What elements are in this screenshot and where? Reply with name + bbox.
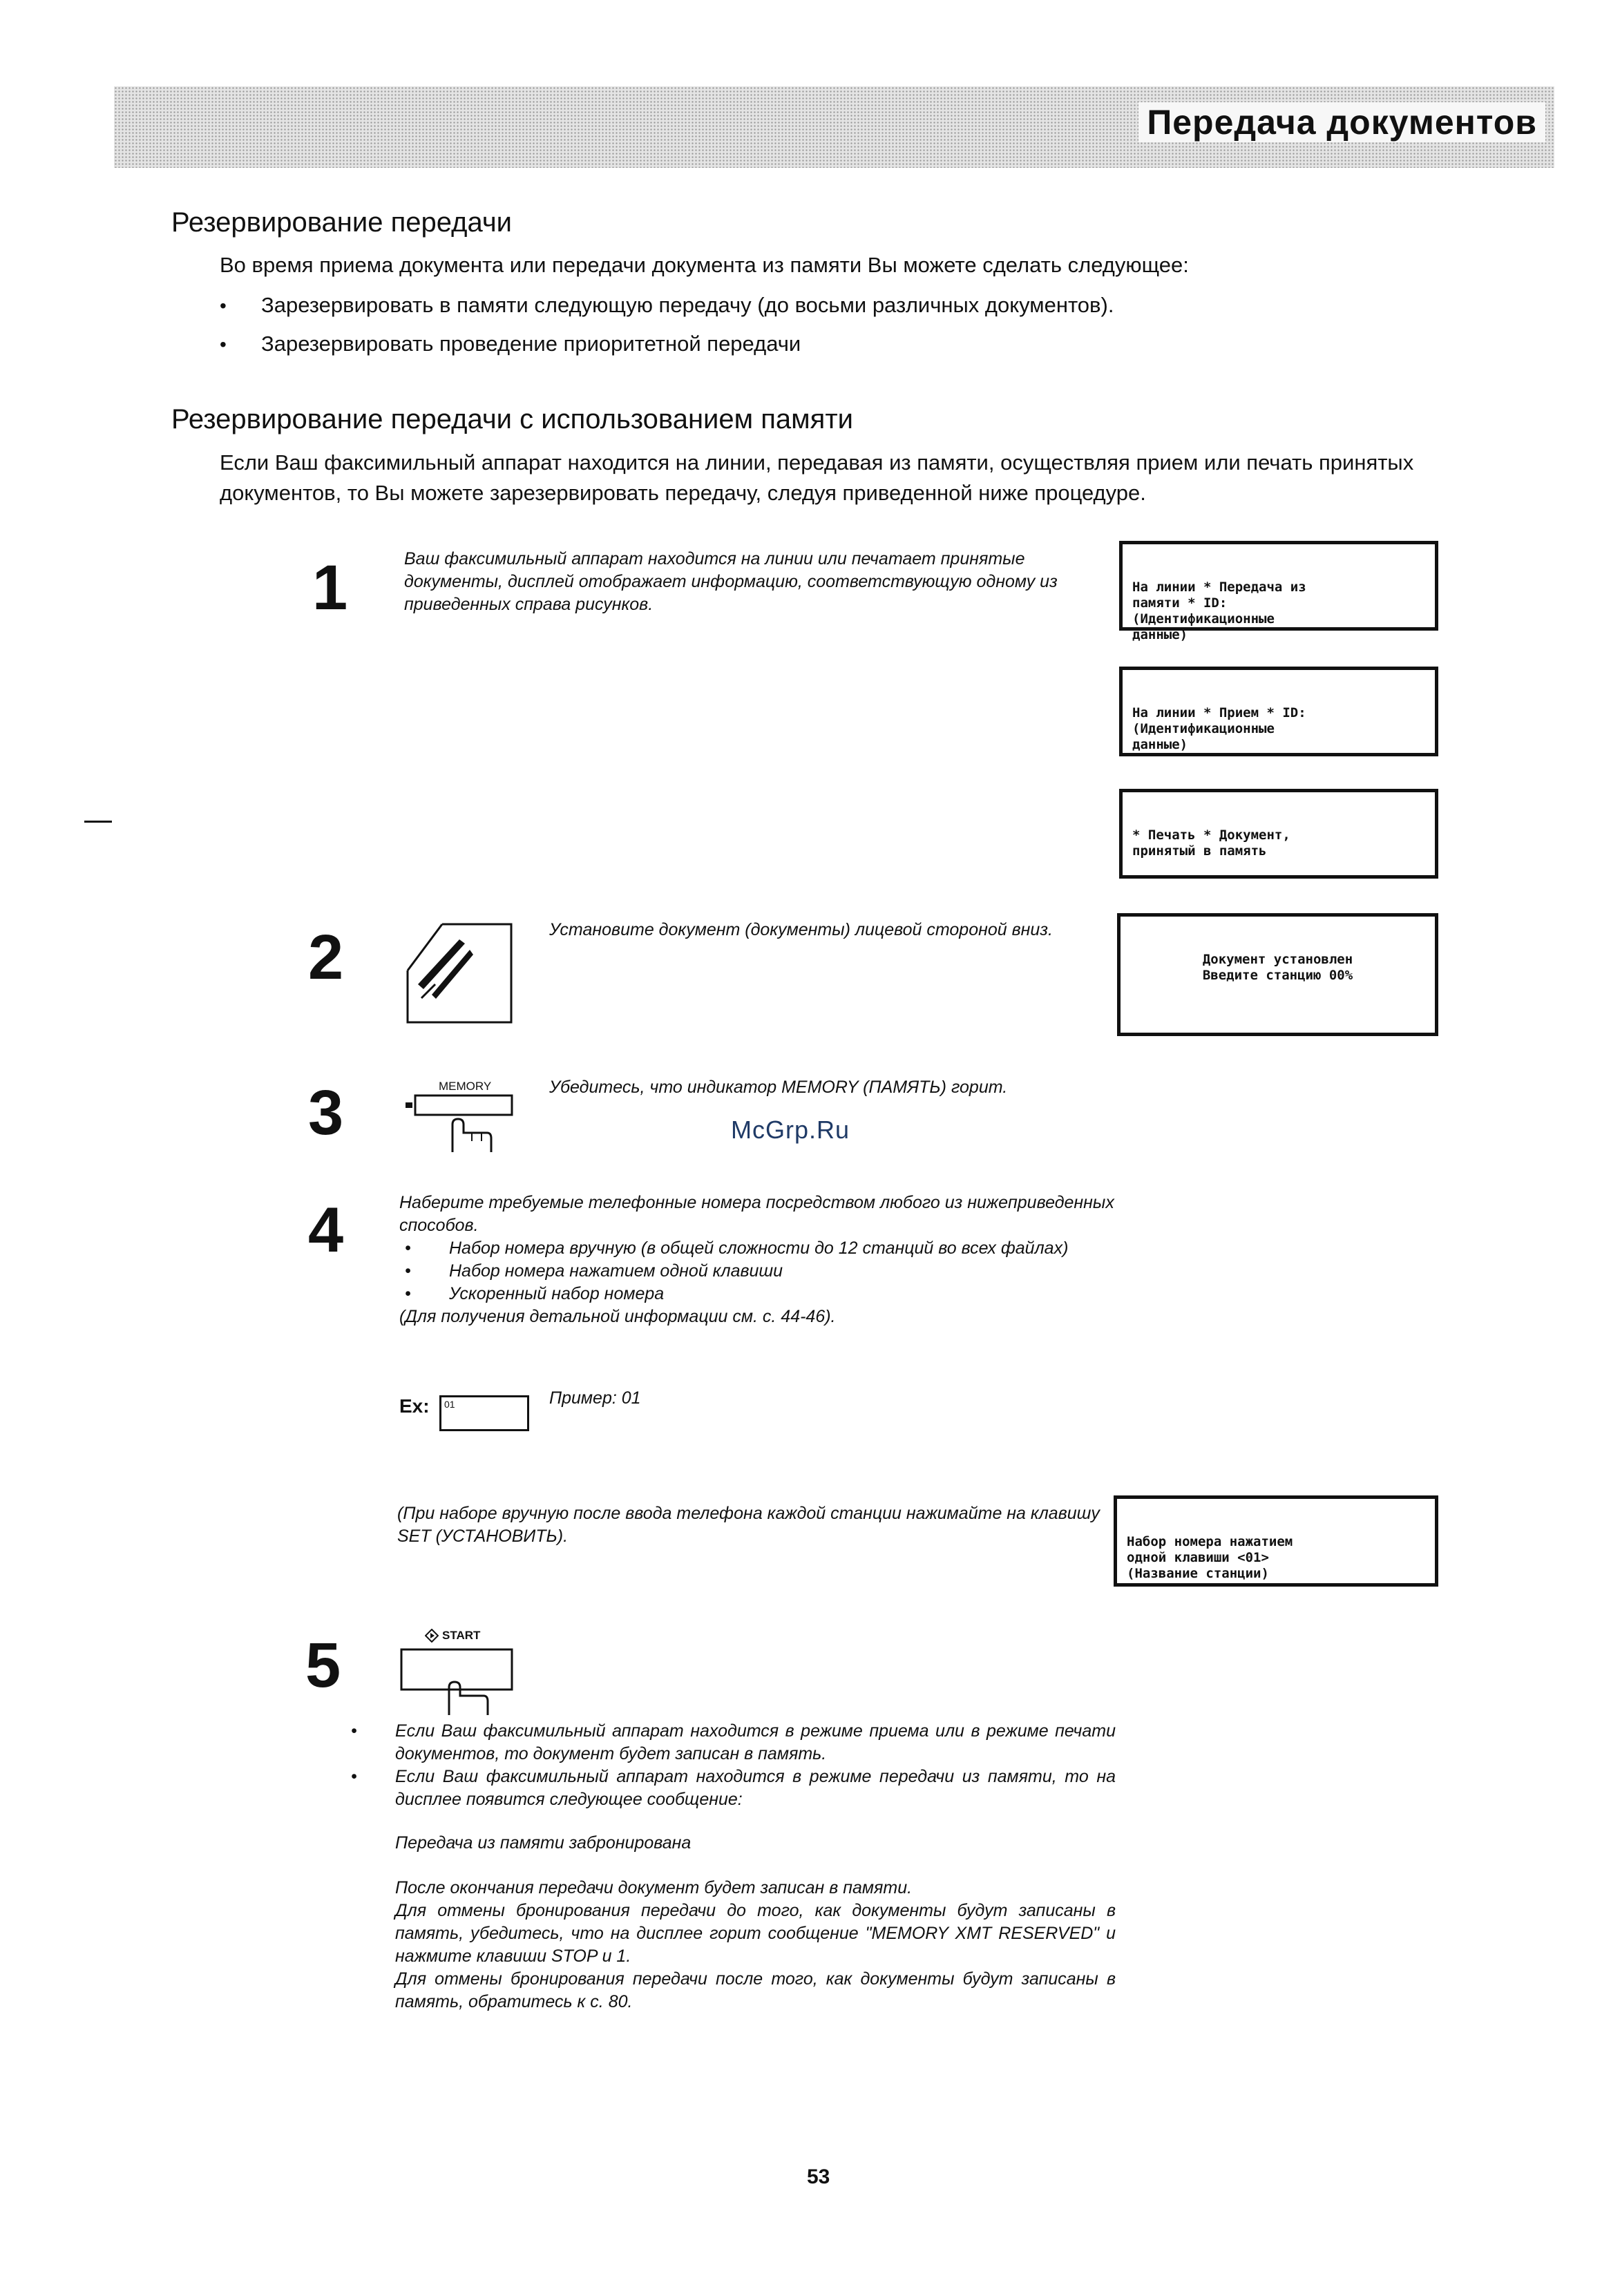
step5-message: Передача из памяти забронирована xyxy=(395,1833,692,1853)
start-diamond-icon xyxy=(425,1629,439,1643)
step-number: 4 xyxy=(308,1195,344,1265)
step5-after-line: Для отмены бронирования передачи после того, как документы будут записаны в память, обратитесь к с. 80. xyxy=(395,1969,1116,2011)
step5-after-line: Для отмены бронирования передачи до того, как документы будут записаны в память, убедитесь, что на дисплее горит сообщение "MEMORY XMT RESERVED" и нажмите клавиши STOP и 1. xyxy=(395,1901,1116,1966)
step3-text: Убедитесь, что индикатор MEMORY (ПАМЯТЬ) горит. xyxy=(549,1078,1008,1097)
section1-intro: Во время приема документа или передачи документа из памяти Вы можете сделать следующее: xyxy=(220,253,1189,277)
step-number: 2 xyxy=(308,922,344,993)
step-number: 3 xyxy=(308,1078,344,1148)
memory-key-label: MEMORY xyxy=(439,1080,492,1093)
step5-bullet: • Если Ваш факсимильный аппарат находится в режиме приема или в режиме печати документов, то документ будет записан в память. xyxy=(345,1720,1116,1766)
step4-manual-note: (При наборе вручную после ввода телефона каждой станции нажимайте на клавишу SET (УСТАНОВИТЬ). xyxy=(397,1504,1100,1546)
page-title: Передача документов xyxy=(1138,102,1545,142)
section2-intro: Если Ваш факсимильный аппарат находится на линии, передавая из памяти, осуществляя прием или печать принятых документов, то Вы можете зарезервировать передачу, следуя приведенной ниже процедуре. xyxy=(220,450,1414,505)
start-key-icon xyxy=(399,1647,517,1716)
step2-text: Установите документ (документы) лицевой стороной вниз. xyxy=(549,920,1053,939)
step4-bullet: • Набор номера нажатием одной клавиши xyxy=(399,1260,1118,1283)
step4-bullet: • Ускоренный набор номера xyxy=(399,1283,1118,1305)
section1-bullet: • Зарезервировать проведение приоритетной передачи xyxy=(220,332,801,356)
lcd-display: На линии * Передача из памяти * ID: (Идентификационные данные) xyxy=(1119,541,1438,631)
section-heading-memory-reservation: Резервирование передачи с использованием памяти xyxy=(171,404,853,434)
step-number: 5 xyxy=(305,1630,341,1701)
step4-block xyxy=(399,1192,1118,1328)
section-heading-reservation: Резервирование передачи xyxy=(171,207,513,238)
watermark: McGrp.Ru xyxy=(731,1116,850,1144)
section1-bullet: • Зарезервировать в памяти следующую передачу (до восьми различных документов). xyxy=(220,293,1114,317)
step4-note: (Для получения детальной информации см. с. 44-46). xyxy=(399,1307,836,1326)
example-text: Пример: 01 xyxy=(549,1388,641,1408)
example-label: Ex: xyxy=(399,1395,430,1417)
step-number: 1 xyxy=(312,553,348,623)
step5-after-block xyxy=(395,1877,1116,2013)
step5-after-line: После окончания передачи документ будет записан в памяти. xyxy=(395,1878,913,1897)
lcd-display: Набор номера нажатием одной клавиши <01> (Название станции) xyxy=(1114,1495,1438,1587)
step5-bullet: • Если Ваш факсимильный аппарат находится в режиме передачи из памяти, то на дисплее появится следующее сообщение: xyxy=(345,1766,1116,1811)
lcd-display: * Печать * Документ, принятый в память xyxy=(1119,789,1438,879)
memory-key-icon xyxy=(404,1090,515,1156)
step5-bullets xyxy=(345,1720,1116,1811)
page-number: 53 xyxy=(807,2165,830,2188)
lcd-display: На линии * Прием * ID: (Идентификационные данные) xyxy=(1119,667,1438,756)
step1-text: Ваш факсимильный аппарат находится на линии или печатает принятые документы, дисплей отображает информацию, соответствующую одному из приведенных справа рисунков. xyxy=(404,549,1058,614)
document-face-down-icon xyxy=(404,919,515,1029)
example-display-box: 01 xyxy=(439,1395,529,1431)
lcd-display: Документ установлен Введите станцию 00% xyxy=(1117,913,1438,1036)
start-key-label: START xyxy=(442,1629,481,1642)
margin-mark xyxy=(84,821,112,823)
step4-intro: Наберите требуемые телефонные номера посредством любого из нижеприведенных способов. xyxy=(399,1193,1114,1235)
step4-bullet: • Набор номера вручную (в общей сложности до 12 станций во всех файлах) xyxy=(399,1237,1118,1260)
